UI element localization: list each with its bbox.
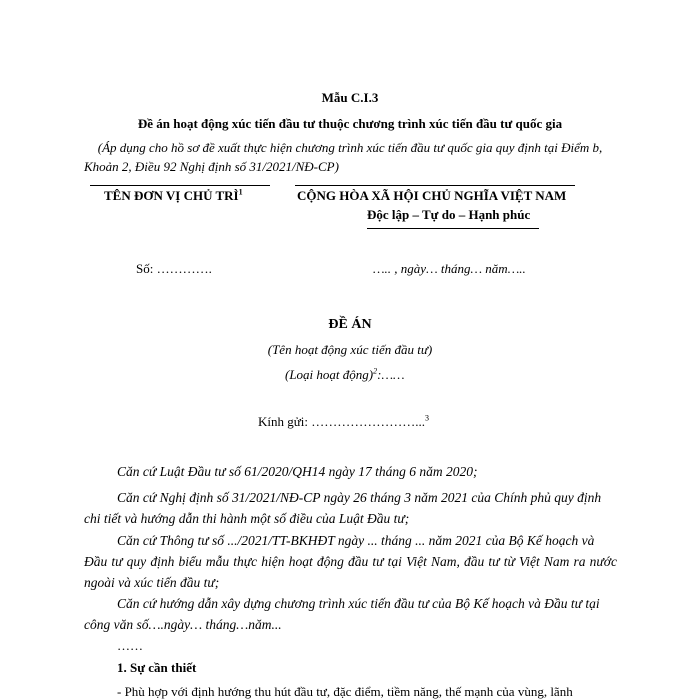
document-number: Số: …………. <box>136 261 212 276</box>
ellipsis-line: …… <box>117 638 143 653</box>
motto: Độc lập – Tự do – Hạnh phúc <box>367 207 531 222</box>
form-applicability-line2: Khoản 2, Điều 92 Nghị định số 31/2021/NĐ-CP) <box>84 159 339 174</box>
section-1-first-line: - Phù hợp với định hướng thu hút đầu tư, đặc điểm, tiềm năng, thế mạnh của vùng, lãnh <box>117 684 573 699</box>
legal-basis-4: Căn cứ hướng dẫn xây dựng chương trình xúc tiến đầu tư của Bộ Kế hoạch và Đầu tư tại công văn số….ngày… tháng…năm... <box>84 596 600 632</box>
document-date: ….. , ngày… tháng… năm….. <box>373 261 526 276</box>
document-heading: ĐỀ ÁN <box>328 317 372 332</box>
addressee: Kính gửi: ……………………...$^3$ <box>258 413 430 429</box>
republic-title: CỘNG HÒA XÃ HỘI CHỦ NGHĨA VIỆT NAM <box>297 188 567 203</box>
activity-type: (Loại hoạt động)$^2$:…… <box>285 366 405 382</box>
legal-basis-2: Căn cứ Nghị định số 31/2021/NĐ-CP ngày 26 tháng 3 năm 2021 của Chính phủ quy định chi tiết và hướng dẫn thi hành một số điều của Luật Đầu tư; <box>84 490 602 526</box>
activity-footnote: 2 <box>373 366 378 376</box>
motto-underline <box>367 228 539 229</box>
header-rule-left <box>90 185 270 186</box>
legal-basis-1: Căn cứ Luật Đầu tư số 61/2020/QH14 ngày 17 tháng 6 năm 2020; <box>117 464 478 479</box>
addressee-footnote: 3 <box>425 413 430 423</box>
document-subtitle: (Tên hoạt động xúc tiến đầu tư) <box>267 342 433 357</box>
form-code: Mẫu C.I.3 <box>321 90 379 105</box>
section-1-heading: 1. Sự cần thiết <box>117 660 197 675</box>
header-rule-right <box>295 185 575 186</box>
unit-name: TÊN ĐƠN VỊ CHỦ TRÌ$^1$ <box>104 187 243 203</box>
form-title: Đề án hoạt động xúc tiến đầu tư thuộc chương trình xúc tiến đầu tư quốc gia <box>137 116 563 131</box>
legal-basis-3: Căn cứ Thông tư số .../2021/TT-BKHĐT ngày ... tháng ... năm 2021 của Bộ Kế hoạch và Đầu tư quy định biểu mẫu thực hiện hoạt động đầu tư tại Việt Nam, đầu tư từ Việt Nam ra nước ngoài và xúc tiến đầu tư; <box>84 533 617 590</box>
form-applicability-line1: (Áp dụng cho hồ sơ đề xuất thực hiện chương trình xúc tiến đầu tư quốc gia quy định tại Điểm b, <box>97 140 603 155</box>
unit-footnote: 1 <box>238 187 243 197</box>
